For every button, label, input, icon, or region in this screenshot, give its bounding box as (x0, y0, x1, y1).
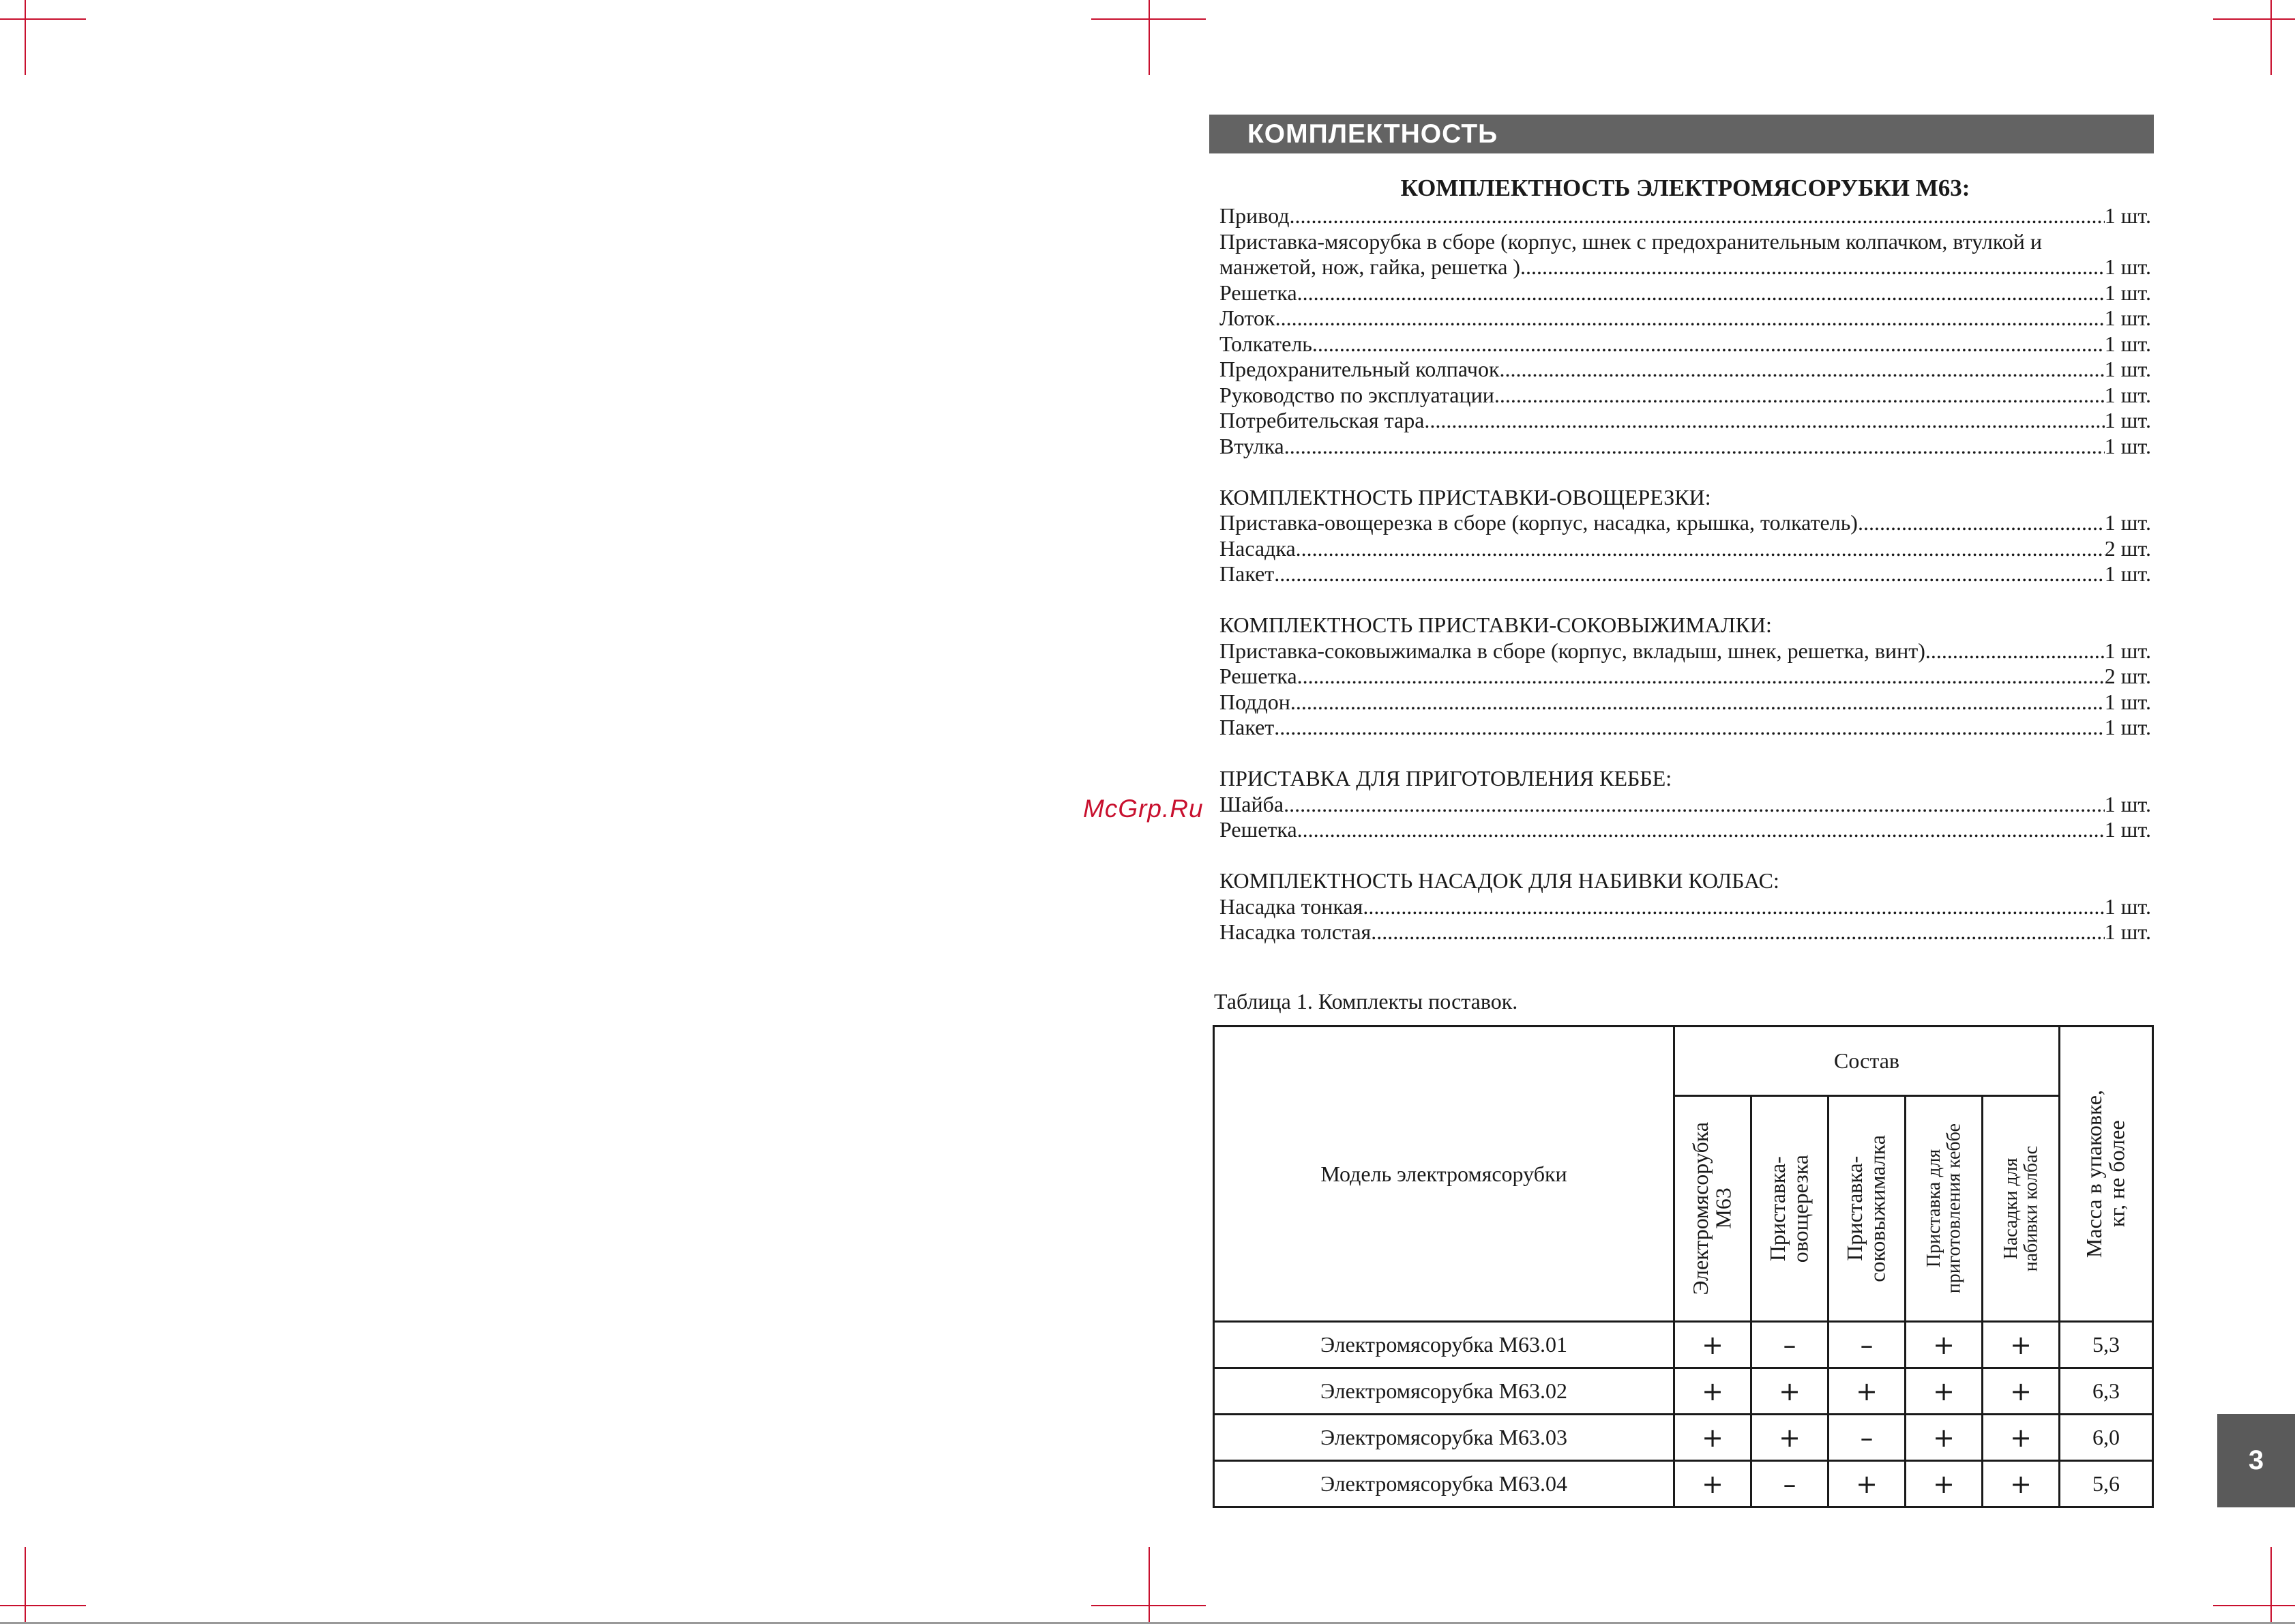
leader-dots (1297, 817, 2105, 843)
leader-dots (1297, 664, 2105, 690)
leader-dots (1494, 383, 2105, 409)
item-label: Толкатель (1219, 331, 1312, 356)
column-header-line1: Приставка- (1842, 1155, 1867, 1262)
composition-cell: + (1983, 1461, 2060, 1507)
item-label: Насадка толстая (1219, 919, 1372, 944)
item-label: Привод (1219, 203, 1290, 228)
table-row (1214, 1368, 2153, 1415)
leader-dots (1284, 434, 2105, 460)
composition-cell: – (1828, 1322, 1906, 1368)
item-qty: 1 шт. (2104, 919, 2151, 944)
composition-cell: + (1674, 1368, 1751, 1415)
composition-cell: + (1674, 1322, 1751, 1368)
composition-cell: + (1906, 1368, 1983, 1415)
spacer (1219, 843, 2151, 869)
list-item (1219, 817, 2151, 843)
list-item (1219, 383, 2151, 409)
item-label: Насадка (1219, 535, 1296, 561)
list-item (1219, 510, 2151, 536)
list-item (1219, 254, 2151, 280)
table-caption: Таблица 1. Комплекты поставок. (1214, 989, 1518, 1014)
item-label: Потребительская тара (1219, 408, 1425, 432)
model-cell: Электромясорубка М63.03 (1214, 1415, 1674, 1461)
list-item (1219, 792, 2151, 818)
column-header (1906, 1096, 1983, 1322)
spacer (1219, 587, 2151, 613)
table-row (1214, 1415, 2153, 1461)
spacer (1219, 741, 2151, 767)
section-title: КОМПЛЕКТНОСТЬ НАСАДОК ДЛЯ НАБИВКИ КОЛБАС: (1219, 868, 1779, 893)
list-item (1219, 536, 2151, 562)
mass-header-line2: кг, не более (2105, 1120, 2130, 1228)
item-qty: 1 шт. (2104, 638, 2151, 663)
column-header-line2: набивки колбас (2020, 1145, 2042, 1272)
item-label: Руководство по эксплуатации (1219, 382, 1494, 407)
item-label: Пакет (1219, 715, 1275, 739)
leader-dots (1520, 254, 2105, 280)
model-cell: Электромясорубка М63.02 (1214, 1368, 1674, 1415)
item-label: манжетой, нож, гайка, решетка ) (1219, 254, 1521, 279)
spacer (1219, 459, 2151, 485)
leader-dots (1274, 561, 2105, 587)
column-header (1828, 1096, 1906, 1322)
section-title: КОМПЛЕКТНОСТЬ ПРИСТАВКИ-ОВОЩЕРЕЗКИ: (1219, 484, 1711, 510)
list-item (1219, 203, 2151, 229)
item-qty: 1 шт. (2104, 817, 2151, 842)
leader-dots (1289, 203, 2104, 229)
list-item (1219, 715, 2151, 741)
item-qty: 1 шт. (2104, 357, 2151, 381)
item-qty: 1 шт. (2104, 254, 2151, 279)
mass-cell: 5,6 (2060, 1461, 2153, 1507)
page-number-tab: 3 (2217, 1414, 2295, 1507)
composition-cell: + (1751, 1368, 1828, 1415)
item-label: Предохранительный колпачок (1219, 357, 1500, 381)
mass-header-text (2083, 1090, 2129, 1258)
composition-cell: – (1751, 1322, 1828, 1368)
composition-cell: – (1751, 1461, 1828, 1507)
leader-dots (1275, 306, 2105, 331)
composition-cell: + (1906, 1415, 1983, 1461)
item-qty: 1 шт. (2104, 561, 2151, 586)
column-header-text (1689, 1122, 1735, 1295)
item-qty: 2 шт. (2104, 535, 2151, 561)
composition-cell: + (1983, 1415, 2060, 1461)
item-qty: 1 шт. (2104, 791, 2151, 816)
composition-cell: – (1828, 1415, 1906, 1461)
column-header-line2: М63 (1711, 1187, 1736, 1230)
list-item (1219, 690, 2151, 715)
list-item (1219, 561, 2151, 587)
list-item (1219, 331, 2151, 357)
column-header-line2: соковыжималка (1865, 1135, 1890, 1282)
leader-dots (1297, 280, 2105, 306)
item-qty: 1 шт. (2104, 510, 2151, 535)
list-item (1219, 919, 2151, 945)
item-qty: 1 шт. (2104, 331, 2151, 356)
item-label: Решетка (1219, 817, 1297, 842)
composition-cell: + (1828, 1368, 1906, 1415)
composition-cell: + (1674, 1461, 1751, 1507)
leader-dots (1371, 919, 2105, 945)
composition-header: Состав (1674, 1027, 2060, 1096)
item-qty: 1 шт. (2104, 715, 2151, 739)
completeness-content (1219, 173, 2151, 945)
leader-dots (1296, 536, 2105, 562)
column-header (1674, 1096, 1751, 1322)
column-header-line2: овощерезка (1788, 1154, 1813, 1263)
item-label: Втулка (1219, 433, 1284, 458)
composition-cell: + (1906, 1322, 1983, 1368)
mass-header-line1: Масса в упаковке, (2082, 1089, 2107, 1258)
model-cell: Электромясорубка М63.04 (1214, 1461, 1674, 1507)
mass-cell: 6,0 (2060, 1415, 2153, 1461)
leader-dots (1274, 715, 2105, 741)
column-header-line1: Электромясорубка (1688, 1122, 1713, 1295)
list-item (1219, 357, 2151, 383)
item-label: Поддон (1219, 689, 1290, 714)
column-header (1751, 1096, 1828, 1322)
list-item (1219, 894, 2151, 920)
column-header-line2: приготовления кеббе (1943, 1123, 1964, 1294)
item-qty: 1 шт. (2104, 408, 2151, 432)
mass-cell: 5,3 (2060, 1322, 2153, 1368)
table-row (1214, 1461, 2153, 1507)
leader-dots (1284, 792, 2105, 818)
composition-cell: + (1828, 1461, 1906, 1507)
list-item (1219, 638, 2151, 664)
column-header-text (1766, 1155, 1812, 1263)
list-item (1219, 280, 2151, 306)
item-label: Пакет (1219, 561, 1275, 586)
leader-dots (1312, 331, 2105, 357)
item-qty: 2 шт. (2104, 664, 2151, 688)
composition-cell: + (1751, 1415, 1828, 1461)
list-item (1219, 664, 2151, 690)
list-item (1219, 306, 2151, 331)
item-qty: 1 шт. (2104, 689, 2151, 714)
item-label: Шайба (1219, 791, 1284, 816)
leader-dots (1499, 357, 2104, 383)
column-header-text (2001, 1146, 2041, 1271)
item-label: Приставка-соковыжималка в сборе (корпус, вкладыш, шнек, решетка, винт) (1219, 638, 1925, 663)
leader-dots (1858, 510, 2105, 536)
composition-cell: + (1983, 1368, 2060, 1415)
composition-cell: + (1983, 1322, 2060, 1368)
column-header-text (1844, 1135, 1889, 1282)
mass-cell: 6,3 (2060, 1368, 2153, 1415)
item-label: Приставка-овощерезка в сборе (корпус, насадка, крышка, толкатель) (1219, 510, 1858, 535)
item-qty: 1 шт. (2104, 203, 2151, 228)
section-title: КОМПЛЕКТНОСТЬ ПРИСТАВКИ-СОКОВЫЖИМАЛКИ: (1219, 612, 1772, 637)
column-header-line1: Приставка- (1765, 1155, 1790, 1262)
leader-dots (1925, 638, 2105, 664)
watermark: McGrp.Ru (1083, 795, 1204, 823)
mass-header (2060, 1027, 2153, 1322)
column-header-line1: Насадки для (2000, 1157, 2022, 1260)
main-title: КОМПЛЕКТНОСТЬ ЭЛЕКТРОМЯСОРУБКИ М63: (1400, 175, 1970, 201)
item-qty: 1 шт. (2104, 894, 2151, 919)
section-title: ПРИСТАВКА ДЛЯ ПРИГОТОВЛЕНИЯ КЕББЕ: (1219, 766, 1672, 791)
table-row (1214, 1322, 2153, 1368)
list-item (1219, 408, 2151, 434)
model-cell: Электромясорубка М63.01 (1214, 1322, 1674, 1368)
item-label: Решетка (1219, 280, 1297, 305)
model-header: Модель электромясорубки (1214, 1027, 1674, 1322)
column-header (1983, 1096, 2060, 1322)
item-qty: 1 шт. (2104, 433, 2151, 458)
column-header-text (1924, 1123, 1964, 1293)
leader-dots (1363, 894, 2104, 920)
list-item (1219, 434, 2151, 460)
leader-dots (1290, 690, 2105, 715)
delivery-sets-table (1213, 1025, 2154, 1508)
list-item: Приставка-мясорубка в сборе (корпус, шнек с предохранительным колпачком, втулкой и (1219, 228, 2042, 254)
item-label: Лоток (1219, 306, 1275, 330)
item-qty: 1 шт. (2104, 382, 2151, 407)
item-label: Насадка тонкая (1219, 894, 1363, 919)
composition-cell: + (1674, 1415, 1751, 1461)
leader-dots (1424, 408, 2104, 434)
section-header-bar: КОМПЛЕКТНОСТЬ (1209, 115, 2154, 153)
item-qty: 1 шт. (2104, 280, 2151, 305)
item-qty: 1 шт. (2104, 306, 2151, 330)
column-header-line1: Приставка для (1923, 1149, 1944, 1268)
composition-cell: + (1906, 1461, 1983, 1507)
item-label: Решетка (1219, 664, 1297, 688)
